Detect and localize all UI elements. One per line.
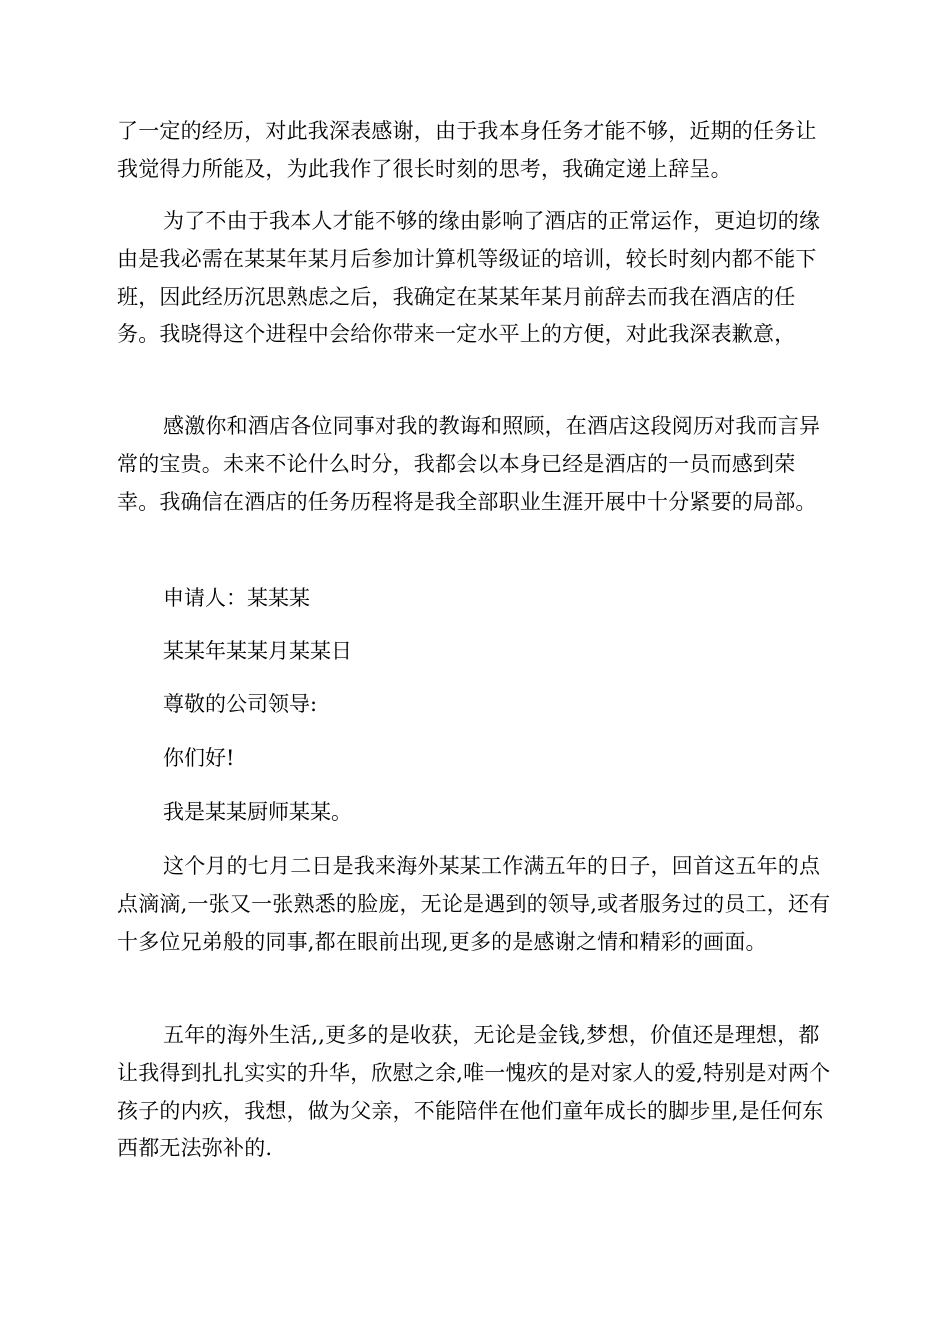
- paragraph-anniversary: 这个月的七月二日是我来海外某某工作满五年的日子，回首这五年的点点滴滴,一张又一张熟悉的脸庞，无论是遇到的领导,或者服务过的员工，还有十多位兄弟般的同事,都在眼前出现,更多的是感谢之情和精彩的画面。: [117, 854, 831, 954]
- date-line: 某某年某某月某某日: [163, 639, 352, 663]
- salutation-line: 尊敬的公司领导:: [163, 692, 318, 716]
- paragraph-continued: 了一定的经历，对此我深表感谢，由于我本身任务才能不够，近期的任务让我觉得力所能及，为此我作了很长时刻的思考，我确定递上辞呈。: [117, 119, 817, 181]
- applicant-line: 申请人：某某某: [163, 586, 310, 610]
- intro-line: 我是某某厨师某某。: [163, 800, 352, 824]
- paragraph-overseas-life: 五年的海外生活,,更多的是收获，无论是金钱,梦想，价值还是理想，都让我得到扎扎实实的升华，欣慰之余,唯一愧疚的是对家人的爱,特别是对两个孩子的内疚，我想，做为父亲，不能陪伴在他们童年成长的脚步里,是任何东西都无法弥补的.: [117, 1023, 831, 1161]
- greeting-line: 你们好!: [163, 746, 235, 770]
- paragraph-reason: 为了不由于我本人才能不够的缘由影响了酒店的正常运作，更迫切的缘由是我必需在某某年某月后参加计算机等级证的培训，较长时刻内都不能下班，因此经历沉思熟虑之后，我确定在某某年某月前辞去而我在酒店的任务。我晓得这个进程中会给你带来一定水平上的方便，对此我深表歉意，: [117, 209, 821, 347]
- paragraph-thanks: 感激你和酒店各位同事对我的教诲和照顾，在酒店这段阅历对我而言异常的宝贵。未来不论什么时分，我都会以本身已经是酒店的一员而感到荣幸。我确信在酒店的任务历程将是我全部职业生涯开展中十分紧要的局部。: [117, 414, 821, 514]
